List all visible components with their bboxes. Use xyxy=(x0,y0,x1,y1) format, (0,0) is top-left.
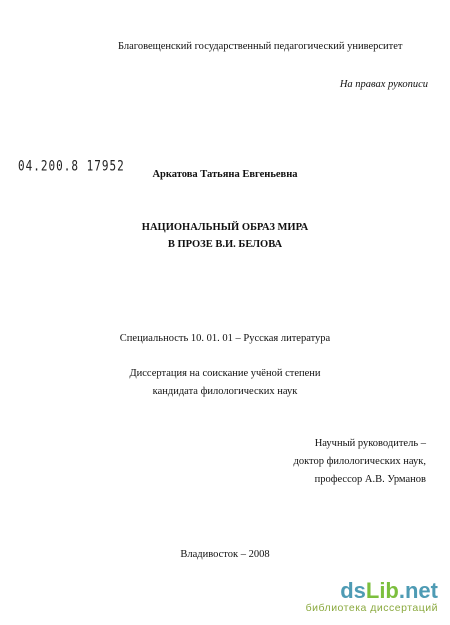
advisor-line-3: профессор А.В. Урманов xyxy=(314,474,426,485)
dslib-watermark[interactable] xyxy=(306,580,438,615)
manuscript-rights-note: На правах рукописи xyxy=(339,79,428,90)
logo-ds: ds xyxy=(340,578,366,603)
dslib-logo xyxy=(306,580,438,602)
author-name: Аркатова Татьяна Евгеньевна xyxy=(152,169,298,180)
university-name: Благовещенский государственный педагогический университет xyxy=(118,41,403,52)
specialty-line: Специальность 10. 01. 01 – Русская литература xyxy=(119,333,331,344)
advisor-line-1: Научный руководитель – xyxy=(314,438,426,449)
thesis-title-line-1: НАЦИОНАЛЬНЫЙ ОБРАЗ МИРА xyxy=(141,222,309,233)
dissertation-degree-line-2: кандидата филологических наук xyxy=(152,386,298,397)
logo-net: .net xyxy=(398,578,438,603)
thesis-title-line-2: В ПРОЗЕ В.И. БЕЛОВА xyxy=(167,239,283,250)
city-year: Владивосток – 2008 xyxy=(180,549,270,560)
watermark-subtitle: библиотека диссертаций xyxy=(305,602,438,614)
logo-lib: Lib xyxy=(365,578,399,603)
advisor-line-2: доктор филологических наук, xyxy=(293,456,426,467)
library-stamp-code: 04.200.8 17952 xyxy=(18,158,125,175)
dissertation-degree-line-1: Диссертация на соискание учёной степени xyxy=(129,368,321,379)
